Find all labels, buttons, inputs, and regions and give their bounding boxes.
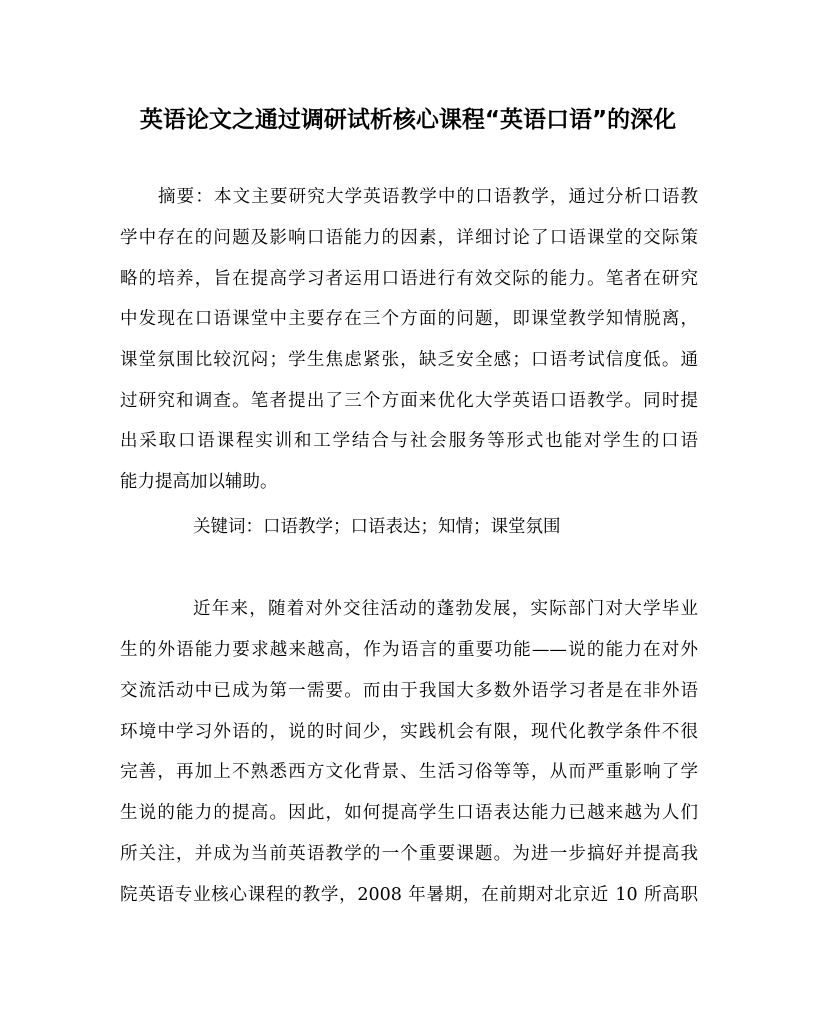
- body-line: 近年来，随着对外交往活动的蓬勃发展，实际部门对大学毕业: [193, 599, 698, 619]
- body-line: 环境中学习外语的，说的时间少，实践机会有限，现代化教学条件不很: [120, 722, 698, 742]
- body-line: 生的外语能力要求越来越高，作为语言的重要功能——说的能力在对外: [120, 640, 698, 660]
- body-line: 院英语专业核心课程的教学，2008 年暑期，在前期对北京近 10 所高职: [120, 885, 698, 905]
- abstract-line: 过研究和调查。笔者提出了三个方面来优化大学英语口语教学。同时提: [120, 391, 698, 411]
- body-line: 交流活动中已成为第一需要。而由于我国大多数外语学习者是在非外语: [120, 681, 698, 701]
- abstract-line: 出采取口语课程实训和工学结合与社会服务等形式也能对学生的口语: [120, 431, 698, 451]
- abstract-line: 课堂氛围比较沉闷；学生焦虑紧张，缺乏安全感；口语考试信度低。通: [120, 350, 698, 370]
- abstract-line: 能力提高加以辅助。: [120, 472, 278, 492]
- body-line: 完善，再加上不熟悉西方文化背景、生活习俗等等，从而严重影响了学: [120, 762, 698, 782]
- body-line: 生说的能力的提高。因此，如何提高学生口语表达能力已越来越为人们: [120, 803, 698, 823]
- keywords-line: 关键词：口语教学；口语表达；知情；课堂氛围: [193, 517, 561, 537]
- abstract-line: 略的培养，旨在提高学习者运用口语进行有效交际的能力。笔者在研究: [120, 269, 698, 289]
- abstract-line: 摘要：本文主要研究大学英语教学中的口语教学，通过分析口语教: [158, 187, 698, 207]
- document-title: 英语论文之通过调研试析核心课程“英语口语”的深化: [139, 107, 677, 133]
- abstract-line: 学中存在的问题及影响口语能力的因素，详细讨论了口语课堂的交际策: [120, 228, 698, 248]
- abstract-line: 中发现在口语课堂中主要存在三个方面的问题，即课堂教学知情脱离，: [120, 309, 698, 329]
- body-line: 所关注，并成为当前英语教学的一个重要课题。为进一步搞好并提高我: [120, 844, 698, 864]
